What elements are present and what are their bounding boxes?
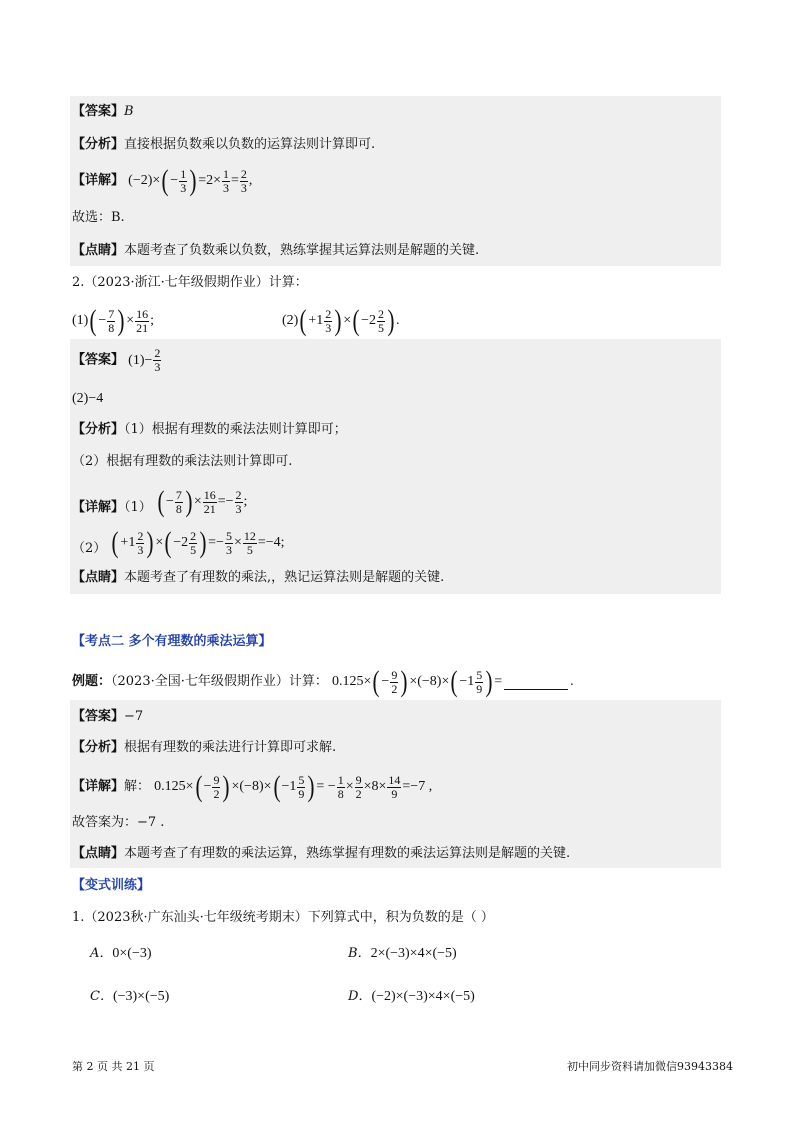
question-2-part1: (1) ( − $\frac{7}{8}$ ) × $\frac{16}{21}$ ; [72, 304, 155, 337]
option-c[interactable]: C．(−3)×(−5) [90, 989, 170, 1004]
detail-line-2: （2） ( +1 $\frac{2}{3}$ ) × ( −2 $\frac{2}{5}$ ) =− $\frac{5}{3}$ × $\frac{12}{5}$ =−4; [72, 526, 285, 559]
detail-line: 【详解】解： 0.125× ( − $\frac{9}{2}$ ) ×(−8)× ( −1 $\frac{5}{9}$ ) = − $\frac{1}{8}$ × $\frac{9}{2}$ ×8× $\frac{14}{9}$ =−7 , [72, 770, 433, 803]
answer-line: 【答案】B [72, 104, 134, 119]
practice-question-1: 1.（2023秋·广东汕头·七年级统考期末）下列算式中，积为负数的是（ ） [72, 910, 494, 925]
option-b[interactable]: B．2×(−3)×4×(−5) [348, 946, 457, 961]
section-title: 【考点二 多个有理数的乘法运算】 [72, 634, 272, 649]
analysis-line: 【分析】（1）根据有理数的乘法法则计算即可； [72, 422, 347, 437]
comment-line: 【点睛】本题考查了有理数的乘法,，熟记运算法则是解题的关键. [72, 570, 445, 585]
detail-formula: (−2)× ( − $\frac{1}{3}$ ) =2× $\frac{1}{3}$ = $\frac{2}{3}$ , [128, 164, 253, 197]
detail-line: 【详解】 (−2)× ( − $\frac{1}{3}$ ) =2× $\frac{1}{3}$ = $\frac{2}{3}$ , [72, 164, 253, 197]
analysis-line-2: （2）根据有理数的乘法法则计算即可. [72, 454, 293, 469]
page-number: 第 2 页 共 21 页 [72, 1060, 155, 1073]
conclusion-line: 故选：B. [72, 210, 125, 225]
practice-title: 【变式训练】 [72, 878, 151, 893]
example-line: 例题：（2023·全国·七年级假期作业）计算： 0.125× ( − $\frac{9}{2}$ ) ×(−8)× ( −1 $\frac{5}{9}$ ) = . [72, 665, 574, 698]
comment-line: 【点睛】本题考查了负数乘以负数，熟练掌握其运算法则是解题的关键. [72, 243, 480, 258]
answer-line: 【答案】−7 [72, 709, 144, 724]
analysis-line: 【分析】根据有理数的乘法进行计算即可求解. [72, 740, 337, 755]
option-d[interactable]: D．(−2)×(−3)×4×(−5) [348, 989, 475, 1004]
answer-line-2: (2)−4 [72, 391, 104, 406]
answer-line: 【答案】 (1)− $\frac{2}{3}$ [72, 346, 161, 374]
conclusion-line: 故答案为：−7 . [72, 815, 165, 830]
detail-line: 【详解】（1） ( − $\frac{7}{8}$ ) × $\frac{16}{21}$ =− $\frac{2}{3}$ ; [72, 485, 248, 518]
footer-note: 初中同步资料请加微信93943384 [567, 1060, 733, 1073]
answer-blank [504, 675, 568, 690]
comment-line: 【点睛】本题考查了有理数的乘法运算，熟练掌握有理数的乘法运算法则是解题的关键. [72, 846, 571, 861]
question-2-part2: (2) ( +1 $\frac{2}{3}$ ) × ( −2 $\frac{2}{5}$ ) . [282, 304, 400, 337]
analysis-line: 【分析】直接根据负数乘以负数的运算法则计算即可. [72, 137, 376, 152]
question-2-stem: 2.（2023·浙江·七年级假期作业）计算： [72, 275, 308, 290]
option-a[interactable]: A．0×(−3) [90, 946, 152, 961]
